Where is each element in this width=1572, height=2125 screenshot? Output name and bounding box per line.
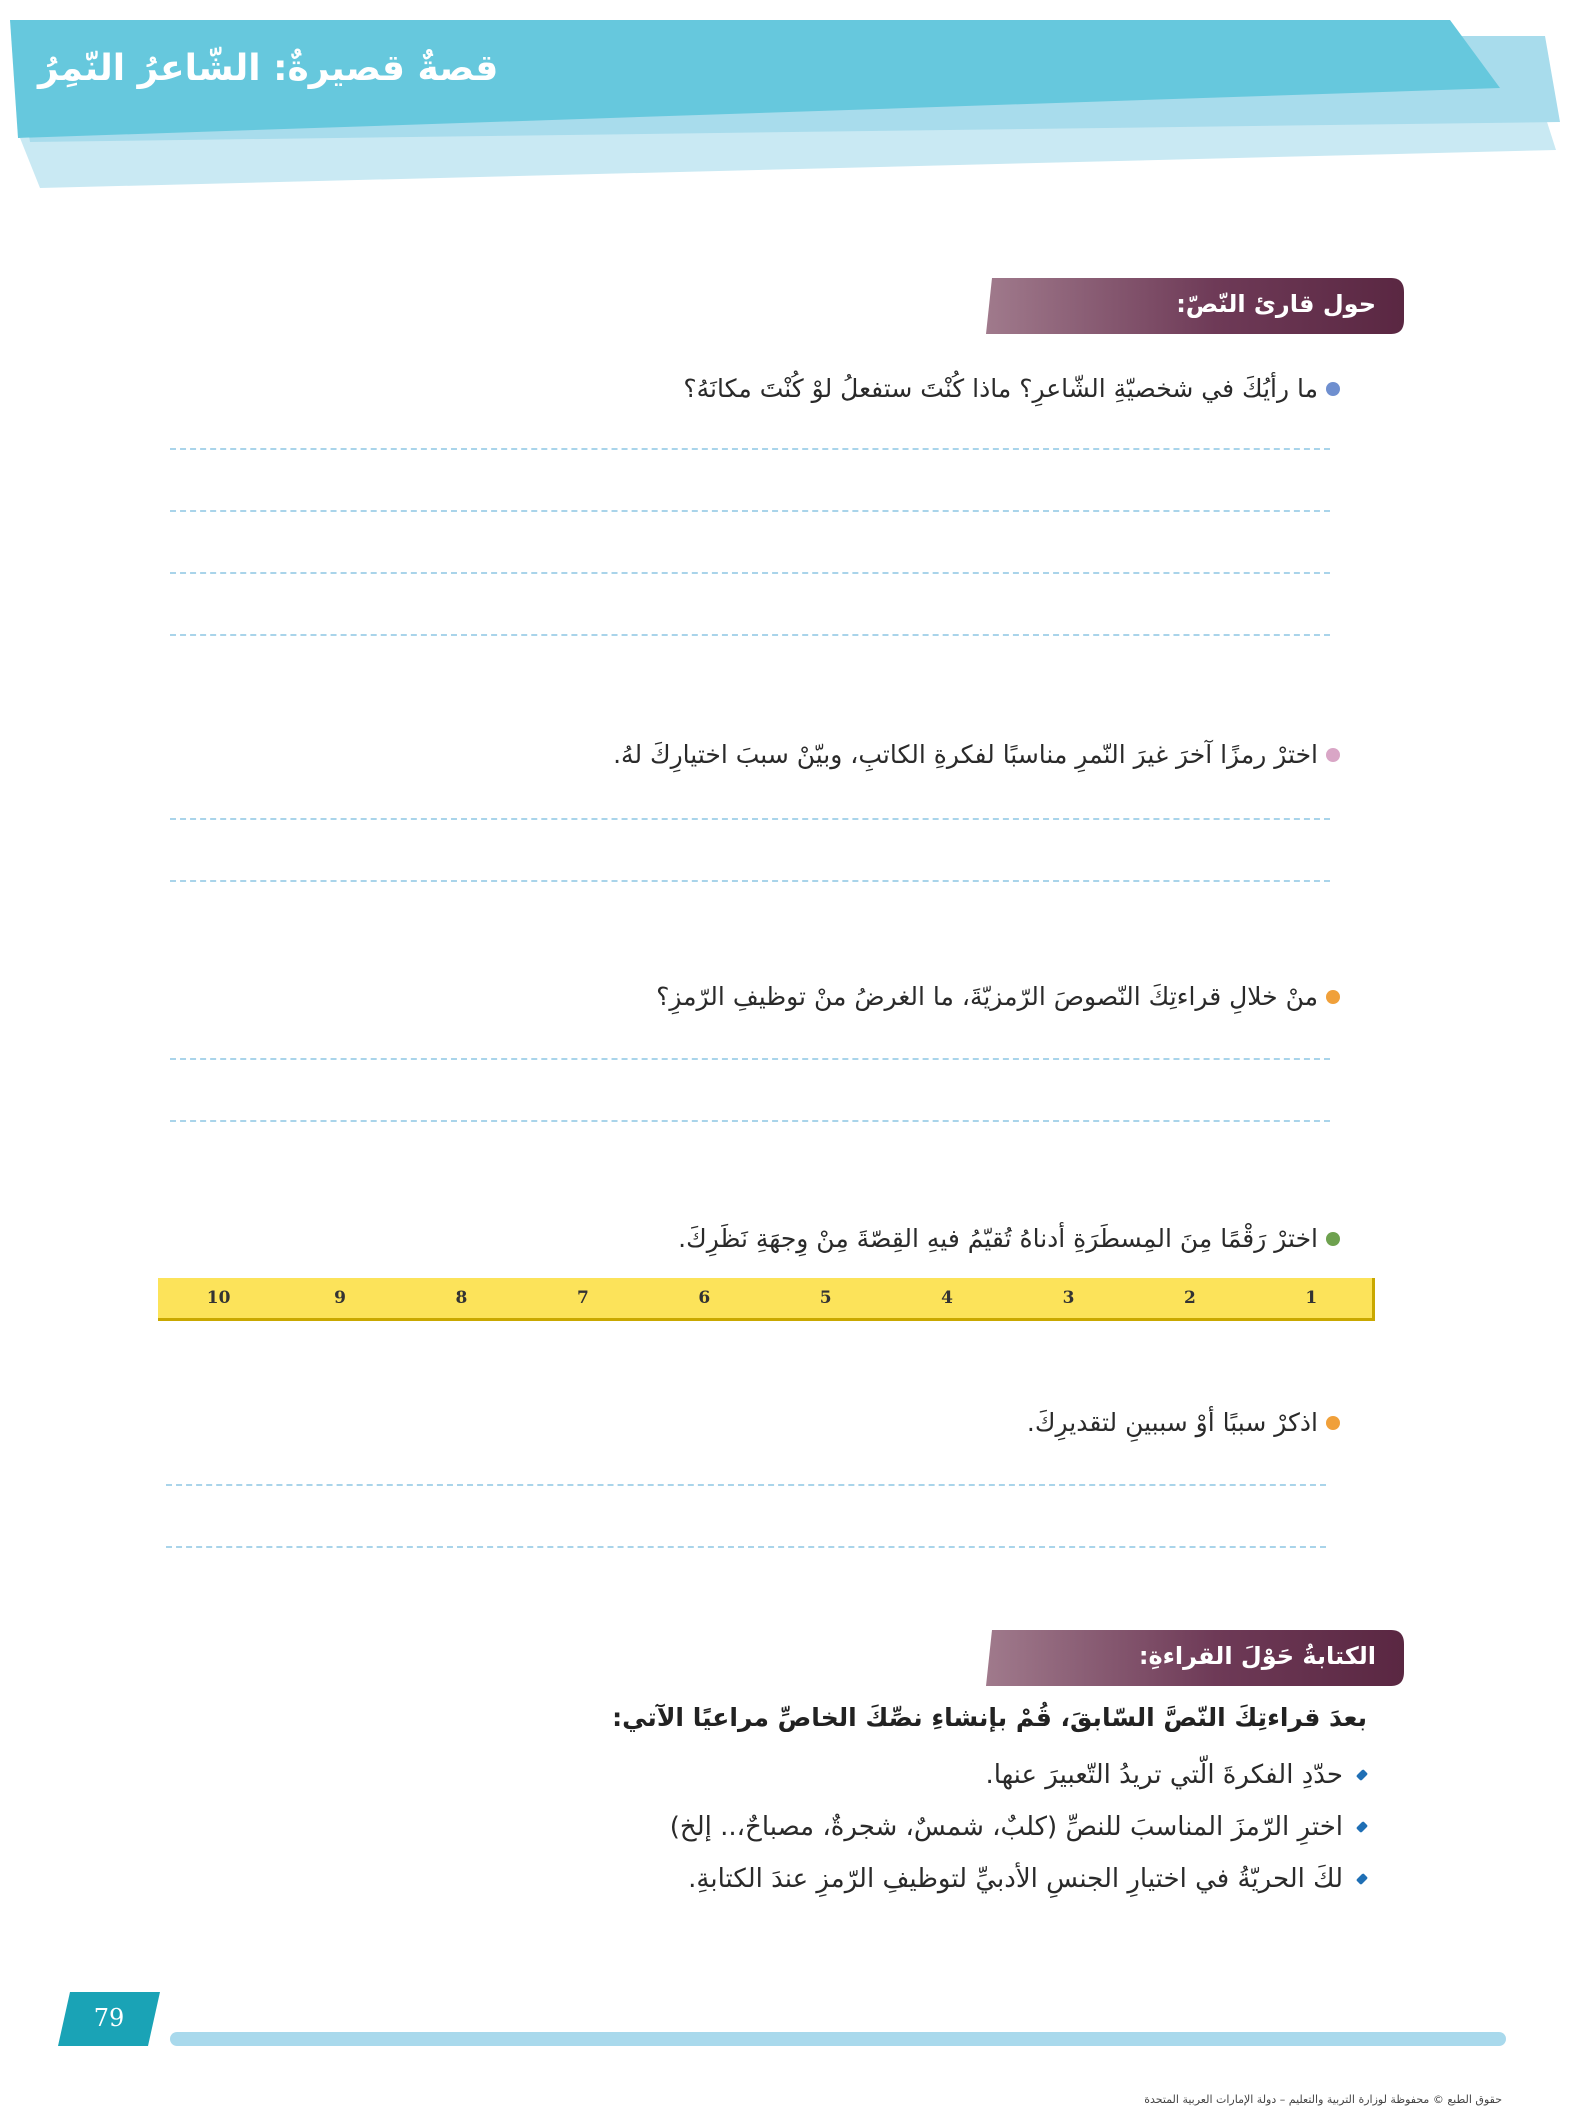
diamond-bullet-icon <box>1357 1768 1367 1782</box>
answer-line[interactable] <box>170 818 1330 820</box>
section-title: حول قارئ النّصّ: <box>1176 290 1376 318</box>
page-number-badge <box>56 1990 162 2048</box>
instruction-text: اخترِ الرّمزَ المناسبَ للنصِّ (كلبٌ، شمسٌ، شجرةٌ، مصباحٌ،.. إلخ) <box>669 1812 1343 1842</box>
instruction-item <box>670 1812 1367 1842</box>
header-banner <box>0 0 1572 200</box>
question-text: اخترْ رمزًا آخرَ غيرَ النّمرِ مناسبًا لفكرةِ الكاتبِ، وبيّنْ سببَ اختيارِكَ لهُ. <box>613 740 1318 769</box>
section-title: الكتابةُ حَوْلَ القراءةِ: <box>1138 1642 1376 1670</box>
section-tab-reader <box>986 270 1406 340</box>
question-text: اخترْ رَقْمًا مِنَ المِسطَرَةِ أدناهُ تُقيّمُ فيهِ القِصّةَ مِنْ وِجهَةِ نَظَرِكَ. <box>678 1224 1318 1253</box>
question-2 <box>613 740 1340 769</box>
page-number: 79 <box>93 2004 125 2032</box>
rating-option[interactable]: 2 <box>1183 1288 1196 1308</box>
rating-scale <box>158 1278 1375 1321</box>
bullet-dot <box>1326 990 1340 1004</box>
writing-intro: بعدَ قراءتِكَ النّصَّ السّابقَ، قُمْ بإنشاءِ نصِّكَ الخاصِّ مراعيًا الآتي: <box>612 1703 1367 1732</box>
question-1 <box>683 374 1340 403</box>
rating-option[interactable]: 8 <box>455 1288 468 1308</box>
diamond-bullet-icon <box>1357 1872 1367 1886</box>
question-3 <box>656 982 1340 1011</box>
section-tab-writing <box>986 1622 1406 1692</box>
rating-option[interactable]: 6 <box>698 1288 711 1308</box>
bullet-dot <box>1326 1416 1340 1430</box>
answer-line[interactable] <box>170 572 1330 574</box>
question-text: ما رأيُكَ في شخصيّةِ الشّاعرِ؟ ماذا كُنْتَ ستفعلُ لوْ كُنْتَ مكانَهُ؟ <box>683 374 1318 403</box>
instruction-text: لكَ الحريّةُ في اختيارِ الجنسِ الأدبيِّ لتوظيفِ الرّمزِ عندَ الكتابةِ. <box>688 1864 1343 1894</box>
answer-line[interactable] <box>170 1058 1330 1060</box>
rating-option[interactable]: 7 <box>576 1288 589 1308</box>
rating-option[interactable]: 4 <box>941 1288 953 1308</box>
question-4 <box>678 1224 1340 1253</box>
diamond-bullet-icon <box>1357 1820 1367 1834</box>
rating-option[interactable]: 10 <box>206 1288 231 1308</box>
question-text: منْ خلالِ قراءتِكَ النّصوصَ الرّمزيّةَ، ما الغرضُ منْ توظيفِ الرّمزِ؟ <box>656 982 1318 1011</box>
copyright-notice: حقوق الطبع © محفوظة لوزارة التربية والتعليم – دولة الإمارات العربية المتحدة <box>1144 2093 1502 2106</box>
bullet-dot <box>1326 748 1340 762</box>
bullet-dot <box>1326 382 1340 396</box>
chapter-title: قصةٌ قصيرةٌ: الشّاعرُ النّمِرُ <box>38 48 499 89</box>
rating-option[interactable]: 5 <box>819 1288 832 1308</box>
answer-line[interactable] <box>166 1546 1326 1548</box>
footer-bar <box>170 2032 1506 2046</box>
question-5 <box>1027 1408 1340 1437</box>
answer-line[interactable] <box>170 510 1330 512</box>
question-text: اذكرْ سببًا أوْ سببينِ لتقديرِكَ. <box>1026 1408 1318 1437</box>
answer-line[interactable] <box>170 448 1330 450</box>
answer-line[interactable] <box>166 1484 1326 1486</box>
answer-line[interactable] <box>170 634 1330 636</box>
instruction-item <box>986 1760 1367 1790</box>
answer-line[interactable] <box>170 880 1330 882</box>
rating-option[interactable]: 3 <box>1062 1288 1075 1308</box>
bullet-dot <box>1326 1232 1340 1246</box>
rating-option[interactable]: 1 <box>1305 1288 1318 1308</box>
rating-option[interactable]: 9 <box>334 1288 346 1308</box>
answer-line[interactable] <box>170 1120 1330 1122</box>
instruction-item <box>688 1864 1367 1894</box>
instruction-text: حدّدِ الفكرةَ الّتي تريدُ التّعبيرَ عنها. <box>985 1760 1343 1790</box>
